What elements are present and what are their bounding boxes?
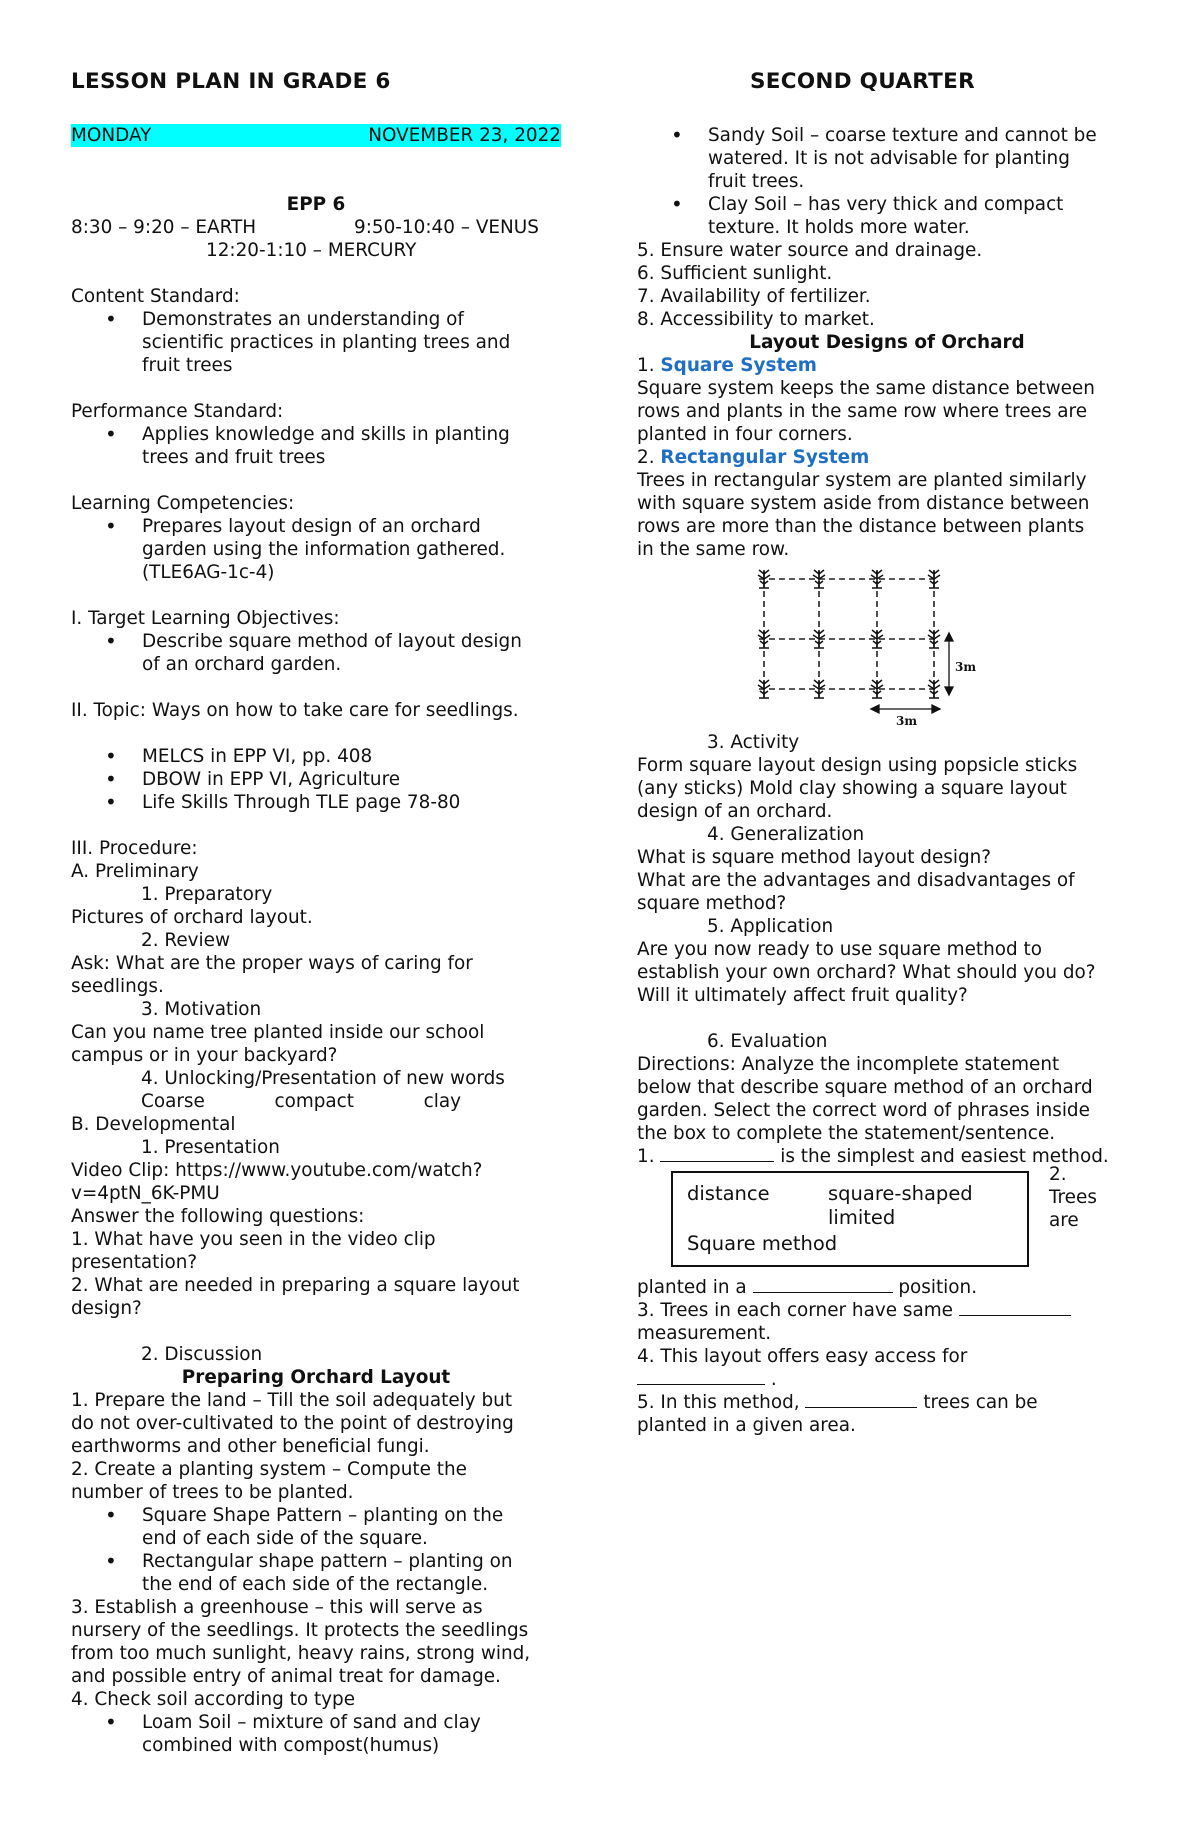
soil-bullet: • Sandy Soil – coarse texture and cannot be	[637, 124, 1137, 147]
objectives-bullet: • Describe square method of layout design	[71, 630, 571, 653]
preparing-title: Preparing Orchard Layout	[181, 1367, 451, 1388]
answer-blank	[805, 1393, 917, 1408]
preparatory-heading: 1. Preparatory	[141, 884, 273, 905]
square-desc: planted in four corners.	[637, 424, 853, 445]
soil-line: watered. It is not advisable for planting	[708, 148, 1070, 169]
item-2-start	[1049, 1163, 1109, 1232]
directions-text: the box to complete the statement/sentence.	[637, 1123, 1056, 1144]
item-text: 5. In this method,	[637, 1392, 800, 1413]
motivation-text: campus or in your backyard?	[71, 1045, 338, 1066]
step-line: 7. Availability of fertilizer.	[637, 286, 871, 307]
orchard-layout-figure	[749, 561, 1137, 731]
competencies-heading: Learning Competencies:	[71, 493, 295, 514]
directions-text: garden. Select the correct word of phrases inside	[637, 1100, 1090, 1121]
horizontal-spacing-label: 3m	[896, 714, 918, 728]
vertical-spacing-label: 3m	[955, 660, 977, 674]
rect-desc: Trees in rectangular system are planted similarly	[637, 470, 1087, 491]
day-label: MONDAY	[71, 125, 152, 146]
item-number: 1.	[637, 1146, 655, 1167]
box-word: limited	[828, 1206, 896, 1229]
application-heading: 5. Application	[707, 916, 834, 937]
generalization-text: What is square method layout design?	[637, 847, 992, 868]
word-box	[671, 1171, 1029, 1267]
item-2-word: are	[1049, 1210, 1079, 1231]
content-standard-line: fruit trees	[142, 355, 233, 376]
question-line: presentation?	[71, 1252, 198, 1273]
rect-desc: rows are more than the distance between plants	[637, 516, 1085, 537]
question-line: 1. What have you seen in the video clip	[71, 1229, 436, 1250]
application-text: Will it ultimately affect fruit quality?	[637, 985, 968, 1006]
video-link: v=4ptN_6K-PMU	[71, 1183, 220, 1204]
questions-intro: Answer the following questions:	[71, 1206, 365, 1227]
rect-system-heading	[637, 446, 1137, 469]
activity-heading: 3. Activity	[707, 732, 800, 753]
motivation-heading: 3. Motivation	[141, 999, 262, 1020]
word-box-row	[637, 1164, 1137, 1267]
schedule-earth: 8:30 – 9:20 – EARTH	[71, 217, 257, 238]
application-text: establish your own orchard? What should you do?	[637, 962, 1096, 983]
schedule-mercury: 12:20-1:10 – MERCURY	[206, 240, 417, 261]
square-desc: rows and plants in the same row where trees are	[637, 401, 1088, 422]
objectives-line: of an orchard garden.	[142, 654, 342, 675]
vocab-word: Coarse	[141, 1091, 205, 1112]
answer-blank	[959, 1301, 1071, 1316]
step-line: and possible entry of animal treat for damage.	[71, 1666, 501, 1687]
video-link: Video Clip: https://www.youtube.com/watch?	[71, 1160, 483, 1181]
reference-item: • DBOW in EPP VI, Agriculture	[71, 768, 571, 791]
soil-line: texture. It holds more water.	[708, 217, 970, 238]
competencies-bullet: • Prepares layout design of an orchard	[71, 515, 571, 538]
discussion-heading: 2. Discussion	[141, 1344, 263, 1365]
soil-line: fruit trees.	[708, 171, 805, 192]
square-system-heading	[637, 354, 1137, 377]
item-text: .	[770, 1369, 777, 1390]
item-text: trees can be	[923, 1392, 1038, 1413]
activity-text: design of an orchard.	[637, 801, 833, 822]
competencies-line: garden using the information gathered.	[142, 539, 506, 560]
preliminary-heading: A. Preliminary	[71, 861, 199, 882]
square-desc: Square system keeps the same distance between	[637, 378, 1095, 399]
rect-desc: in the same row.	[637, 539, 790, 560]
topic-line: II. Topic: Ways on how to take care for seedlings.	[71, 700, 519, 721]
developmental-heading: B. Developmental	[71, 1114, 236, 1135]
date-bar	[71, 124, 561, 147]
subject-title: EPP 6	[286, 194, 346, 215]
step-line: 3. Establish a greenhouse – this will serve as	[71, 1597, 483, 1618]
number-label: 1.	[637, 355, 655, 376]
square-system-title: Square System	[660, 355, 817, 376]
item-text: is the simplest and easiest method.	[780, 1146, 1109, 1167]
rect-system-title: Rectangular System	[660, 447, 870, 468]
soil-line: combined with compost(humus)	[142, 1735, 440, 1756]
step-line: 8. Accessibility to market.	[637, 309, 875, 330]
pattern-line: end of each side of the square.	[142, 1528, 428, 1549]
procedure-heading: III. Procedure:	[71, 838, 198, 859]
pattern-line: the end of each side of the rectangle.	[142, 1574, 489, 1595]
evaluation-heading: 6. Evaluation	[707, 1031, 828, 1052]
right-column	[637, 124, 1137, 1437]
layout-designs-title: Layout Designs of Orchard	[749, 332, 1025, 353]
vocabulary-words	[71, 1090, 571, 1113]
step-line: 1. Prepare the land – Till the soil adequately but	[71, 1390, 513, 1411]
layout-diagram	[749, 561, 979, 731]
application-text: Are you now ready to use square method to	[637, 939, 1043, 960]
step-line: 5. Ensure water source and drainage.	[637, 240, 983, 261]
item-2-word: 2.	[1049, 1164, 1067, 1185]
step-line: nursery of the seedlings. It protects the seedlings	[71, 1620, 529, 1641]
activity-text: (any sticks) Mold clay showing a square layout	[637, 778, 1067, 799]
pattern-bullet: • Square Shape Pattern – planting on the	[71, 1504, 571, 1527]
evaluation-item-3	[637, 1299, 1137, 1322]
answer-blank	[660, 1147, 774, 1162]
quarter-title: SECOND QUARTER	[750, 69, 975, 94]
review-text: seedlings.	[71, 976, 164, 997]
performance-standard-line: trees and fruit trees	[142, 447, 326, 468]
generalization-text: What are the advantages and disadvantages of	[637, 870, 1075, 891]
reference-item: • Life Skills Through TLE page 78-80	[71, 791, 571, 814]
answer-blank	[753, 1278, 893, 1293]
evaluation-item-5	[637, 1391, 1137, 1414]
item-text: 3. Trees in each corner have same	[637, 1300, 953, 1321]
generalization-heading: 4. Generalization	[707, 824, 865, 845]
evaluation-item-2	[637, 1276, 1137, 1299]
date-label: NOVEMBER 23, 2022	[368, 125, 561, 146]
soil-bullet: • Loam Soil – mixture of sand and clay	[71, 1711, 571, 1734]
step-line: 6. Sufficient sunlight.	[637, 263, 833, 284]
schedule-row	[71, 216, 571, 239]
preparatory-text: Pictures of orchard layout.	[71, 907, 313, 928]
step-line: number of trees to be planted.	[71, 1482, 354, 1503]
step-line: from too much sunlight, heavy rains, strong wind,	[71, 1643, 531, 1664]
pattern-bullet: • Rectangular shape pattern – planting on	[71, 1550, 571, 1573]
evaluation-item-4-cont	[637, 1368, 1137, 1391]
left-column	[71, 124, 571, 1757]
step-line: do not over-cultivated to the point of destroying	[71, 1413, 514, 1434]
performance-standard-heading: Performance Standard:	[71, 401, 284, 422]
vocab-word: compact	[274, 1091, 354, 1112]
box-word: Square method	[687, 1232, 838, 1255]
answer-blank	[637, 1370, 765, 1385]
objectives-heading: I. Target Learning Objectives:	[71, 608, 340, 629]
reference-item: • MELCS in EPP VI, pp. 408	[71, 745, 571, 768]
activity-text: Form square layout design using popsicle sticks	[637, 755, 1078, 776]
review-heading: 2. Review	[141, 930, 231, 951]
step-line: 2. Create a planting system – Compute the	[71, 1459, 467, 1480]
motivation-text: Can you name tree planted inside our school	[71, 1022, 485, 1043]
item-text: position.	[898, 1277, 978, 1298]
page-title: LESSON PLAN IN GRADE 6	[71, 69, 391, 94]
performance-standard-bullet: • Applies knowledge and skills in planting	[71, 423, 571, 446]
directions-text: Directions: Analyze the incomplete statement	[637, 1054, 1060, 1075]
content-standard-heading: Content Standard:	[71, 286, 240, 307]
step-line: 4. Check soil according to type	[71, 1689, 356, 1710]
evaluation-item-5-cont: planted in a given area.	[637, 1415, 856, 1436]
step-line: earthworms and other beneficial fungi.	[71, 1436, 430, 1457]
item-2-word: Trees	[1049, 1187, 1097, 1208]
unlocking-heading: 4. Unlocking/Presentation of new words	[141, 1068, 505, 1089]
presentation-heading: 1. Presentation	[141, 1137, 280, 1158]
generalization-text: square method?	[637, 893, 787, 914]
content-standard-bullet: • Demonstrates an understanding of	[71, 308, 571, 331]
rect-desc: with square system aside from distance between	[637, 493, 1090, 514]
review-text: Ask: What are the proper ways of caring for	[71, 953, 473, 974]
question-line: 2. What are needed in preparing a square layout	[71, 1275, 520, 1296]
directions-text: below that describe square method of an orchard	[637, 1077, 1093, 1098]
number-label: 2.	[637, 447, 655, 468]
soil-bullet: • Clay Soil – has very thick and compact	[637, 193, 1137, 216]
content-standard-line: scientific practices in planting trees and	[142, 332, 511, 353]
item-text: planted in a	[637, 1277, 747, 1298]
schedule-venus: 9:50-10:40 – VENUS	[354, 217, 539, 238]
evaluation-item-3-cont: measurement.	[637, 1323, 772, 1344]
competencies-line: (TLE6AG-1c-4)	[142, 562, 275, 583]
box-word: square-shaped	[828, 1182, 973, 1205]
box-word: distance	[687, 1182, 770, 1205]
vocab-word: clay	[423, 1091, 461, 1112]
evaluation-item-4: 4. This layout offers easy access for	[637, 1346, 968, 1367]
question-line: design?	[71, 1298, 142, 1319]
